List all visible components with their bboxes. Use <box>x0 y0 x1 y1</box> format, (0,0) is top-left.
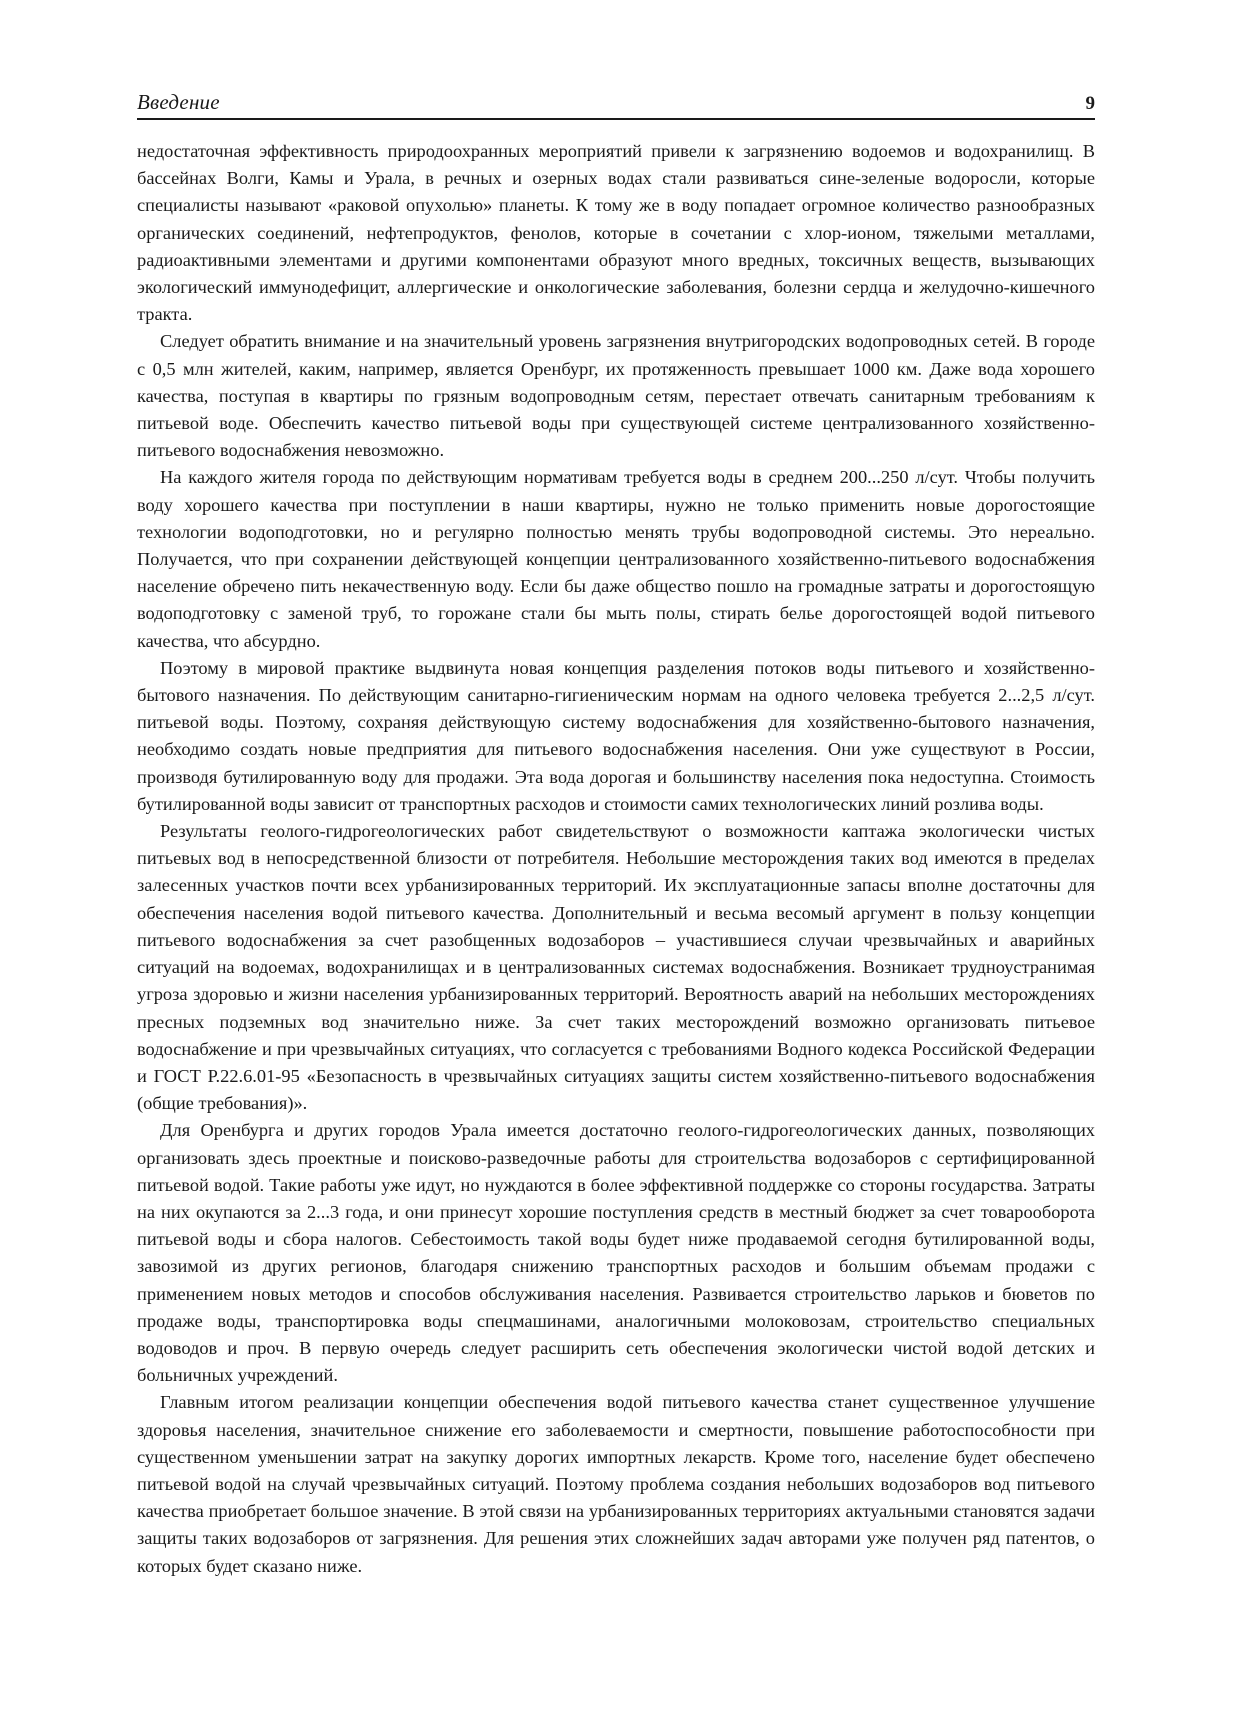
paragraph-7: Главным итогом реализации концепции обеспечения водой питьевого качества станет существенное улучшение здоровья населения, значительное снижение его заболеваемости и смертности, повышение работоспособности при существенном уменьшении затрат на закупку дорогих импортных лекарств. Кроме того, население будет обеспечено питьевой водой на случай чрезвычайных ситуаций. Поэтому проблема создания небольших водозаборов вод питьевого качества приобретает большое значение. В этой связи на урбанизированных территориях актуальными становятся задачи защиты таких водозаборов от загрязнения. Для решения этих сложнейших задач авторами уже получен ряд патентов, о которых будет сказано ниже. <box>137 1392 1095 1576</box>
paragraph-1: недостаточная эффективность природоохранных мероприятий привели к загрязнению водоемов и водохранилищ. В бассейнах Волги, Камы и Урала, в речных и озерных водах стали развиваться сине-зеленые водоросли, которые специалисты называют «раковой опухолью» планеты. К тому же в воду попадает огромное количество разнообразных органических соединений, нефтепродуктов, фенолов, которые в сочетании с хлор-ионом, тяжелыми металлами, радиоактивными элементами и другими компонентами образуют много вредных, токсичных веществ, вызывающих экологический иммунодефицит, аллергические и онкологические заболевания, болезни сердца и желудочно-кишечного тракта. <box>137 141 1095 325</box>
body-text <box>137 138 1095 1580</box>
page-number: 9 <box>1085 93 1095 114</box>
paragraph-5: Результаты геолого-гидрогеологических работ свидетельствуют о возможности каптажа экологически чистых питьевых вод в непосредственной близости от потребителя. Небольшие месторождения таких вод имеются в пределах залесенных участков почти всех урбанизированных территорий. Их эксплуатационные запасы вполне достаточны для обеспечения населения водой питьевого качества. Дополнительный и весьма весомый аргумент в пользу концепции питьевого водоснабжения за счет разобщенных водозаборов – участившиеся случаи чрезвычайных и аварийных ситуаций на водоемах, водохранилищах и в централизованных системах водоснабжения. Возникает трудноустранимая угроза здоровью и жизни населения урбанизированных территорий. Вероятность аварий на небольших месторождениях пресных подземных вод значительно ниже. За счет таких месторождений возможно организовать питьевое водоснабжение и при чрезвычайных ситуациях, что согласуется с требованиями Водного кодекса Российской Федерации и ГОСТ Р.22.6.01-95 «Безопасность в чрезвычайных ситуациях защиты систем хозяйственно-питьевого водоснабжения (общие требования)». <box>137 821 1095 1114</box>
paragraph-4: Поэтому в мировой практике выдвинута новая концепция разделения потоков воды питьевого и хозяйственно-бытового назначения. По действующим санитарно-гигиеническим нормам на одного человека требуется 2...2,5 л/сут. питьевой воды. Поэтому, сохраняя действующую систему водоснабжения для хозяйственно-бытового назначения, необходимо создать новые предприятия для питьевого водоснабжения населения. Они уже существуют в России, производя бутилированную воду для продажи. Эта вода дорогая и большинству населения пока недоступна. Стоимость бутилированной воды зависит от транспортных расходов и стоимости самих технологических линий розлива воды. <box>137 657 1095 814</box>
header-rule <box>137 118 1095 120</box>
paragraph-3: На каждого жителя города по действующим нормативам требуется воды в среднем 200...250 л/сут. Чтобы получить воду хорошего качества при поступлении в наши квартиры, нужно не только применить новые дорогостоящие технологии водоподготовки, но и регулярно полностью менять трубы водопроводной системы. Это нереально. Получается, что при сохранении действующей концепции централизованного хозяйственно-питьевого водоснабжения население обречено пить некачественную воду. Если бы даже общество пошло на громадные затраты и дорогостоящую водоподготовку с заменой труб, то горожане стали бы мыть полы, стирать белье дорогостоящей водой питьевого качества, что абсурдно. <box>137 467 1095 651</box>
paragraph-6: Для Оренбурга и других городов Урала имеется достаточно геолого-гидрогеологических данных, позволяющих организовать здесь проектные и поисково-разведочные работы для строительства водозаборов с сертифицированной питьевой водой. Такие работы уже идут, но нуждаются в более эффективной поддержке со стороны государства. Затраты на них окупаются за 2...3 года, и они принесут хорошие поступления средств в местный бюджет за счет товарооборота питьевой воды и сбора налогов. Себестоимость такой воды будет ниже продаваемой сегодня бутилированной воды, завозимой из других регионов, благодаря снижению транспортных расходов и большим объемам продажи с применением новых методов и способов обслуживания населения. Развивается строительство ларьков и бюветов по продаже воды, транспортировка воды спецмашинами, аналогичными молоковозам, строительство специальных водоводов и проч. В первую очередь следует расширить сеть обеспечения экологически чистой водой детских и больничных учреждений. <box>137 1120 1095 1386</box>
running-header <box>137 92 1095 120</box>
section-title: Введение <box>137 90 220 114</box>
paragraph-2: Следует обратить внимание и на значительный уровень загрязнения внутригородских водопроводных сетей. В городе с 0,5 млн жителей, каким, например, является Оренбург, их протяженность превышает 1000 км. Даже вода хорошего качества, поступая в квартиры по грязным водопроводным сетям, перестает отвечать санитарным требованиям к питьевой воде. Обеспечить качество питьевой воды при существующей системе централизованного хозяйственно-питьевого водоснабжения невозможно. <box>137 331 1095 461</box>
